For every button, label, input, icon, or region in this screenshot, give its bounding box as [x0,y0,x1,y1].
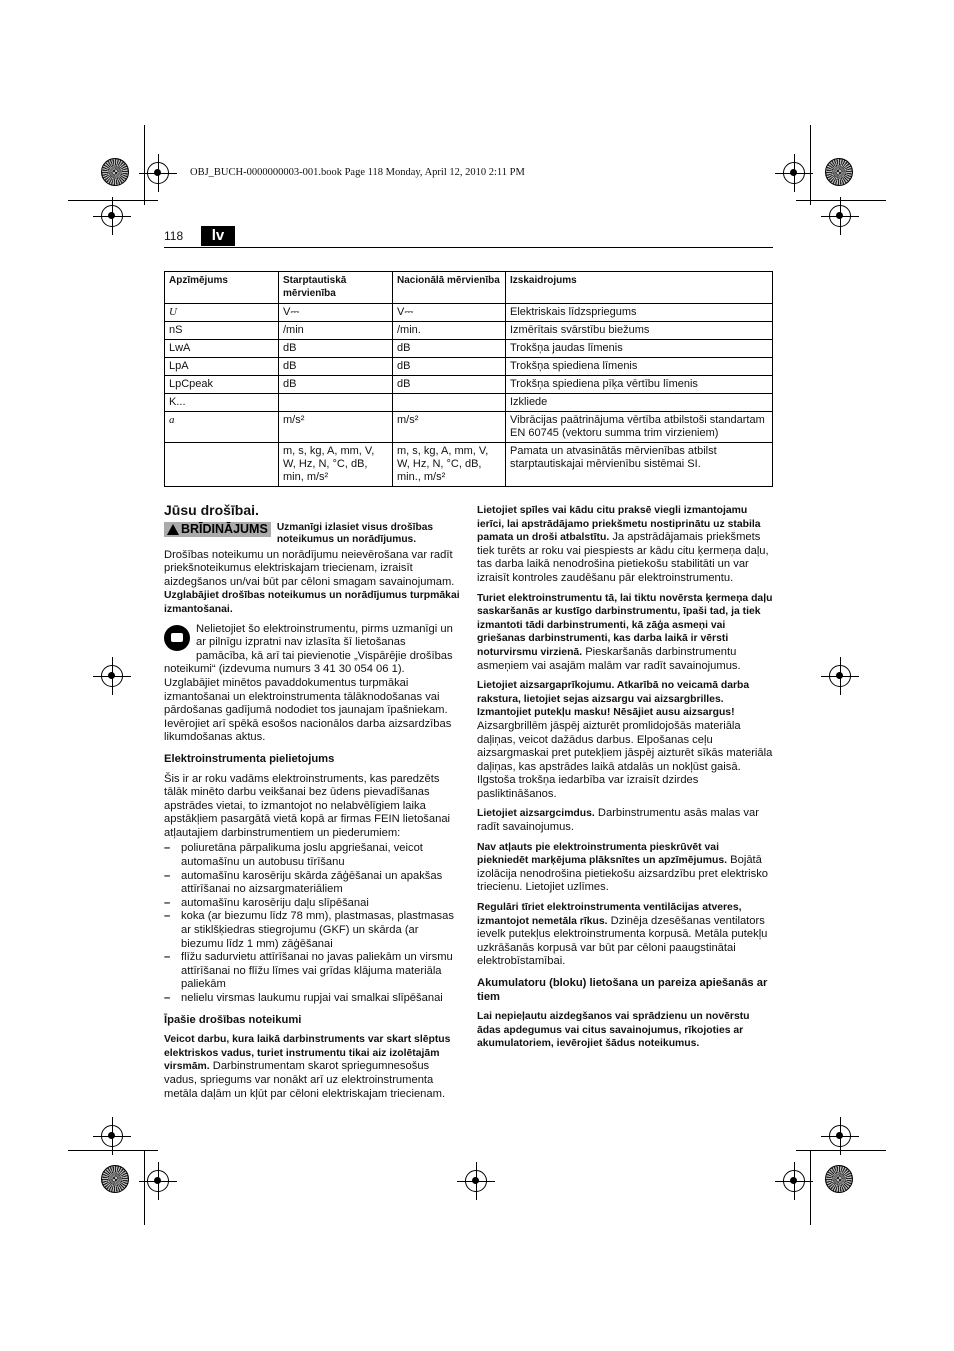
table-row [165,412,773,443]
paragraph-bold: Lietojiet aizsargcimdus. [477,808,595,820]
registration-mark-icon [147,1170,169,1192]
registration-mark-icon [783,1170,805,1192]
table-cell: Trokšņa jaudas līmenis [506,340,773,358]
table-cell: m, s, kg, A, mm, V, W, Hz, N, °C, dB, min, m/s² [279,443,393,487]
table-cell: dB [279,358,393,376]
table-cell: LpA [165,358,279,376]
table-row [165,394,773,412]
warning-label [164,522,271,538]
table-cell: U [165,304,279,322]
left-column [164,504,460,1107]
table-cell: /min. [393,322,506,340]
table-header: Apzīmējums [165,272,279,304]
page-number: 118 [164,229,184,243]
registration-mark-icon [829,205,851,227]
usage-list [164,842,460,1005]
table-header: Starptautiskā mērvienība [279,272,393,304]
units-table [164,271,773,487]
read-manual-icon [164,625,190,651]
table-cell: Vibrācijas paātrinājuma vērtība atbilstoši standartam EN 60745 (vektoru summa trim virzieniem) [506,412,773,443]
list-item: – flīžu sadurvietu attīrīšanai no javas paliekām un virsmu attīrīšanai no flīžu līmes vai grīdas klājuma materiāla paliekām [164,951,460,992]
paragraph-bold: Veicot darbu, kura laikā darbinstruments var skart slēptus elektriskos vadus, turiet instrumentu tikai aiz izolētajām virsmām. [164,1034,451,1073]
paragraph-text: Ja apstrādājamais priekšmets tiek turēts ar roku vai piespiests ar kādu citu ķermeņa daļu, tas darba laikā nenodrošina pietiekošu stabilitāti un var izraisīt kontroles zaudēšanu pār elektroinstrumentu. [477,531,769,584]
list-item: – nelielu virsmas laukumu rupjai vai smalkai slīpēšanai [164,992,460,1006]
paragraph-text: Darbinstrumentam skarot spriegumnesošus vadus, spriegums var nonākt arī uz elektroinstrumenta metāla daļām un kļūt par cēloni elektriskajam triecienam. [164,1060,446,1100]
list-item: – automašīnu karosēriju daļu slīpēšanai [164,897,460,911]
right-column [477,504,773,1057]
table-cell: Elektriskais līdzspriegums [506,304,773,322]
paragraph-text: Darbinstrumentu asās malas var radīt savainojumus. [477,807,759,834]
paragraph [477,679,773,801]
section-title: Jūsu drošībai. [164,502,259,518]
table-cell: Pamata un atvasinātās mērvienības atbilst starptautiskajai mērvienību sistēmai SI. [506,443,773,487]
table-cell: dB [279,376,393,394]
paragraph-bold: Nav atļauts pie elektroinstrumenta pieskrūvēt vai piekniedēt marķējuma plāksnītes un apzīmējumus. [477,841,728,867]
paragraph [477,1010,773,1051]
table-cell [165,443,279,487]
paragraph-text: Aizsargbrillēm jāspēj aizturēt promlidojošās materiāla daļiņas, veicot dažādus darbus. Elpošanas ceļu aizsargmaskai pret putekļiem jāspēj aizturēt sīkās materiāla daļiņas, kas apstrādes laikā atdalās un nokļūst gaisā. Ilgstoša trokšņa iedarbība var izraisīt dzirdes pasliktināšanos. [477,719,773,800]
table-cell: m, s, kg, A, mm, V, W, Hz, N, °C, dB, min., m/s² [393,443,506,487]
table-cell: dB [393,358,506,376]
color-bar-icon [825,158,853,186]
list-item: – koka (ar biezumu līdz 78 mm), plastmasas, plastmasas ar stiklšķiedras stiegrojumu (GKF) un skārda (ar biezumu līdz 1 mm) zāģēšanai [164,910,460,951]
table-row [165,340,773,358]
table-row [165,376,773,394]
registration-mark-icon [783,162,805,184]
table-cell: dB [279,340,393,358]
table-cell: Trokšņa spiediena līmenis [506,358,773,376]
table-cell [393,394,506,412]
file-info: OBJ_BUCH-0000000003-001.book Page 118 Monday, April 12, 2010 2:11 PM [190,167,525,178]
paragraph-text: Drošības noteikumu un norādījumu neievērošana var radīt priekšnoteikumus elektriskajam triecienam, izraisīt aizdegšanos un/vai būt par cēloni smagam savainojumam. [164,548,455,588]
paragraph [477,592,773,674]
table-cell: m/s² [393,412,506,443]
table-cell: Izkliede [506,394,773,412]
table-cell: nS [165,322,279,340]
color-bar-icon [825,1165,853,1193]
color-bar-icon [101,1165,129,1193]
header-rule [164,247,773,248]
table-row [165,322,773,340]
table-cell: dB [393,340,506,358]
subheading: Akumulatoru (bloku) lietošana un pareiza apiešanās ar tiem [477,977,768,1003]
warning-box [164,522,460,547]
registration-mark-icon [829,1125,851,1147]
list-item: – automašīnu karosēriju skārda zāģēšanai un apakšas attīrīšanai no aizsargmateriāliem [164,870,460,897]
table-cell: V⎓ [279,304,393,322]
paragraph-bold: Uzglabājiet drošības noteikumus un norādījumus turpmākai izmantošanai. [164,590,460,615]
table-header: Izskaidrojums [506,272,773,304]
paragraph-bold: Lietojiet aizsargaprīkojumu. Atkarībā no veicamā darba rakstura, lietojiet sejas aizsargu vai aizsargbrilles. Izmantojiet putekļu masku! Nēsājiet ausu aizsargus! [477,680,750,719]
table-cell: LwA [165,340,279,358]
paragraph [164,549,460,617]
table-cell: LpCpeak [165,376,279,394]
table-row [165,358,773,376]
paragraph [477,807,773,834]
paragraph-text: Nelietojiet šo elektroinstrumentu, pirms uzmanīgi un ar pilnīgu izpratni nav izlasīta šī lietošanas pamācība, kā arī tai pievienotie „Vispārējie drošības noteikumi“ (izdevuma numurs 3 41 30 054 06 1). Uzglabājiet minētos pavaddokumentus turpmākai izmantošanai un elektroinstrumenta tālāknodošanas vai pārdošanas gadījumā nododiet tos jaunajam īpašniekam. Ievērojiet arī spēkā esošos nacionālos darba aizsardzības likumdošanas aktus. [164,622,453,744]
color-bar-icon [101,158,129,186]
registration-mark-icon [829,665,851,687]
paragraph-text: Pieskaršanās darbinstrumentu asmeņiem vai asajām malām var radīt savainojumus. [477,645,741,672]
subheading: Īpašie drošības noteikumi [164,1013,302,1026]
paragraph-bold: Regulāri tīriet elektroinstrumenta ventilācijas atveres, izmantojot nemetāla rīkus. [477,902,742,927]
registration-mark-icon [101,665,123,687]
warning-label-text: BRĪDINĀJUMS [181,521,268,536]
list-item: – poliuretāna pārpalikuma joslu apgriešanai, veicot automašīnu un autobusu tīrīšanu [164,842,460,869]
paragraph-bold: Lai nepieļautu aizdegšanos vai sprādzienu un novērstu ādas apdegumus vai citus savainojumus, rīkojoties ar akumulatoriem, ievērojiet šādus noteikumus. [477,1011,750,1050]
table-cell: dB [393,376,506,394]
paragraph-text: Bojātā izolācija nenodrošina pietiekošu aizsardzību pret elektrisko triecienu. Lietojiet uzlīmes. [477,854,769,894]
paragraph [164,623,460,745]
paragraph: Šis ir ar roku vadāms elektroinstruments, kas paredzēts tālāk minēto darbu veikšanai bez ūdens pievadīšanas apstrādes vietai, to izmantojot no nelabvēlīgiem laika apstākļiem pasargātā vietā kopā ar firmas FEIN lietošanai atļautajiem darbinstrumentiem un piederumiem: [164,772,451,839]
warning-text: Uzmanīgi izlasiet visus drošības noteikumus un norādījumus. [276,521,434,546]
table-cell: /min [279,322,393,340]
table-cell: V⎓ [393,304,506,322]
paragraph [477,901,773,969]
language-tag: lv [201,226,235,246]
table-cell: Izmērītais svārstību biežums [506,322,773,340]
table-cell: Trokšņa spiediena pīķa vērtību līmenis [506,376,773,394]
table-header-row [165,272,773,304]
registration-mark-icon [101,1125,123,1147]
registration-mark-icon [101,205,123,227]
warning-triangle-icon [167,524,179,535]
table-cell: m/s² [279,412,393,443]
table-cell [279,394,393,412]
paragraph-text: Dzinēja dzesēšanas ventilators ievelk putekļus elektroinstrumenta korpusā. Metāla putekļu uzkrāšanās korpusā var būt par cēloni paaugstinātai elektrobīstamībai. [477,914,768,968]
paragraph [164,1033,460,1101]
paragraph-bold: Lietojiet spīles vai kādu citu praksē viegli izmantojamu ierīci, lai apstrādājamo priekšmetu nostiprinātu uz stabila pamata un droši atbalstītu. [477,505,761,544]
paragraph [477,841,773,895]
registration-mark-icon [147,162,169,184]
table-row [165,304,773,322]
registration-mark-icon [465,1170,487,1192]
table-header: Nacionālā mērvienība [393,272,506,304]
paragraph [477,504,773,586]
table-cell: a [165,412,279,443]
table-row [165,443,773,487]
subheading: Elektroinstrumenta pielietojums [164,752,335,765]
table-cell: K... [165,394,279,412]
paragraph-bold: Turiet elektroinstrumentu tā, lai tiktu novērsta ķermeņa daļu saskaršanās ar kustīgo darbinstrumentu, īpaši tad, ja tiek izmantoti tādi darbinstrumenti, kā zāģa asmeņi vai griešanas darbinstrumenti, kas darba laikā ir vērsti noturvirsmu virzienā. [477,592,773,658]
